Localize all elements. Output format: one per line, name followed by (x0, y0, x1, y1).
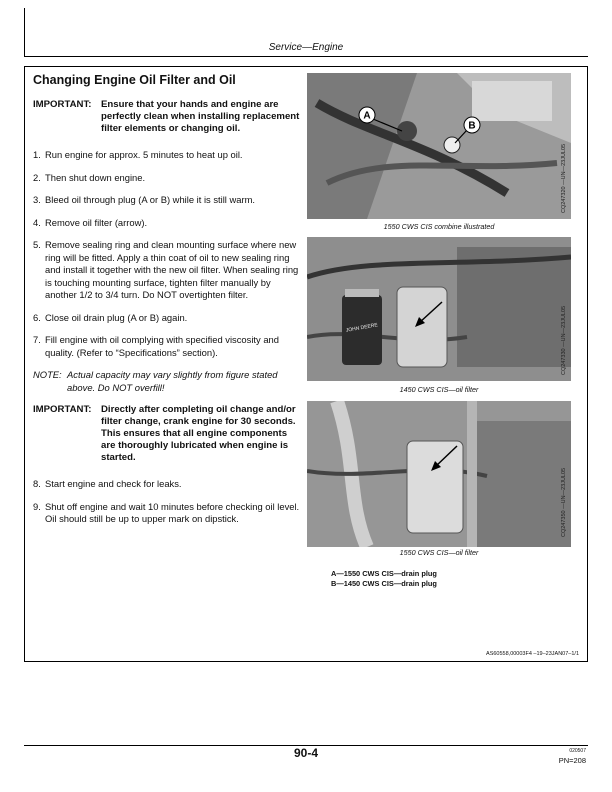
callout-a: A (363, 110, 371, 122)
step-text: Run engine for approx. 5 minutes to heat up oil. (45, 149, 243, 160)
step-text: Fill engine with oil complying with specified viscosity and quality. (Refer to “Specifications” section). (45, 334, 279, 358)
figure-legend (331, 569, 437, 589)
document-reference: AS60558,00003F4 –19–23JAN07–1/1 (486, 651, 579, 657)
step-number: 2. (33, 171, 41, 183)
callout-b: B (468, 120, 476, 132)
figure-code-3: CQ247350 —UN—23JUL05 (561, 467, 567, 537)
step-item (33, 312, 301, 325)
step-number: 6. (33, 311, 41, 323)
figure-caption-2: 1450 CWS CIS—oil filter (399, 385, 479, 394)
photo-drain-plugs (307, 73, 571, 219)
step-number: 5. (33, 239, 41, 250)
header-rule (24, 56, 588, 57)
figure-code-2: CQ247330 —UN—23JUL05 (561, 305, 567, 375)
important-notice-2 (33, 404, 301, 464)
step-item (33, 172, 301, 185)
step-text: Bleed oil through plug (A or B) while it is still warm. (45, 194, 255, 205)
important-label: IMPORTANT: (33, 99, 92, 110)
step-number: 7. (33, 334, 41, 345)
note-text: Actual capacity may vary slightly from figure stated above. Do NOT overfill! (67, 369, 278, 393)
important-notice-1 (33, 99, 301, 135)
note (33, 369, 301, 394)
step-number: 4. (33, 216, 41, 228)
photo-oil-filter-1450 (307, 237, 571, 381)
step-item (33, 239, 301, 302)
step-number: 8. (33, 478, 41, 489)
section-title: Changing Engine Oil Filter and Oil (33, 73, 236, 87)
step-item (33, 149, 301, 162)
step-item (33, 217, 301, 230)
instructions-column (33, 73, 301, 536)
note-label: NOTE: (33, 369, 62, 380)
page-header-title: Service—Engine (268, 42, 344, 53)
legend-item-a: A—1550 CWS CIS—drain plug (331, 569, 437, 578)
step-item (33, 501, 301, 526)
step-number: 1. (33, 149, 41, 160)
legend-item-b: B—1450 CWS CIS—drain plug (331, 579, 437, 588)
important-text: Directly after completing oil change and/or filter change, crank engine for 30 seconds. This ensures that all engine components are thoroughly lubricated when engine is started. (101, 404, 296, 463)
step-item (33, 194, 301, 207)
steps-list-b (33, 478, 301, 526)
step-text: Then shut down engine. (45, 171, 146, 183)
step-text: Close oil drain plug (A or B) again. (45, 311, 188, 323)
step-text: Start engine and check for leaks. (45, 478, 182, 489)
photo-oil-filter-1550 (307, 401, 571, 547)
steps-list-a (33, 149, 301, 359)
important-label: IMPORTANT: (33, 404, 92, 415)
figure-caption-1: 1550 CWS CIS combine illustrated (383, 222, 495, 231)
step-item (33, 334, 301, 359)
step-text: Remove sealing ring and clean mounting surface where new ring will be fitted. Apply a thin coat of oil to new sealing ring and install it together with the new oil filter. When sealing ring is touching mounting surface, tighten filter manually by another 1/2 to 3/4 turn. Do NOT overtighten filter. (45, 239, 299, 300)
step-number: 9. (33, 500, 41, 512)
figure-code-1: CQ247320 —UN—23JUL05 (561, 143, 567, 213)
page-number: 90-4 (293, 746, 319, 760)
content-frame (24, 66, 588, 662)
step-item (33, 478, 301, 491)
figure-caption-3: 1550 CWS CIS—oil filter (399, 548, 479, 557)
step-text: Shut off engine and wait 10 minutes before checking oil level. Oil should still be up to upper mark on dipstick. (45, 500, 300, 524)
footer-pn: PN=208 (558, 756, 586, 765)
step-number: 3. (33, 194, 41, 205)
filter-brand-label: JOHN DEERE (345, 322, 379, 334)
step-text: Remove oil filter (arrow). (45, 216, 148, 228)
important-text: Ensure that your hands and engine are perfectly clean when installing replacement filter elements or changing oil. (101, 99, 300, 134)
footer-code: 020507 (569, 748, 586, 754)
